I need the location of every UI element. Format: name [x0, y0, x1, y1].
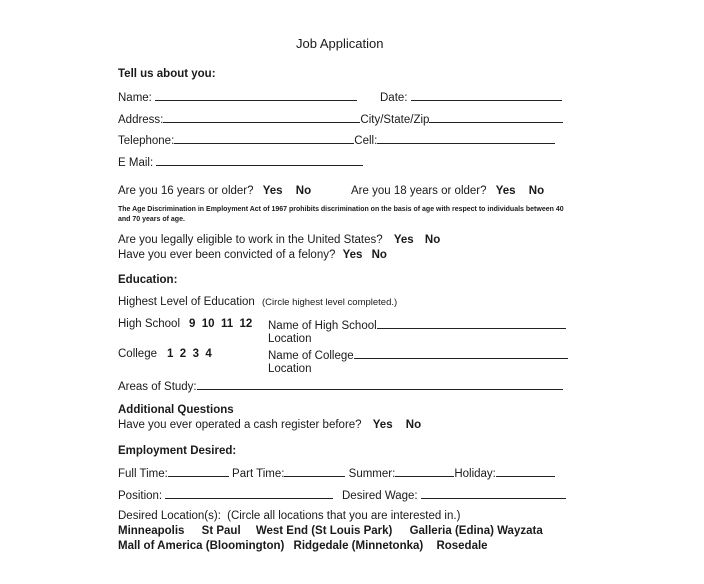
areas-field[interactable] [197, 379, 563, 390]
eligible-question: Are you legally eligible to work in the United States? [118, 234, 383, 246]
college-location-row [268, 363, 311, 375]
name-label: Name: [118, 92, 152, 104]
locations-list-2 [118, 540, 488, 552]
highest-note: (Circle highest level completed.) [262, 297, 398, 308]
areas-label: Areas of Study: [118, 381, 197, 393]
felony-row [118, 249, 387, 261]
full-time-field[interactable] [168, 466, 229, 477]
college-location-label: Location [268, 363, 312, 375]
name-row [118, 90, 357, 104]
position-field[interactable] [165, 488, 333, 499]
wage-row [342, 488, 566, 502]
page-title: Job Application [296, 36, 384, 51]
address-row [118, 112, 563, 126]
eligible-yes[interactable]: Yes [393, 234, 414, 246]
telephone-label: Telephone: [118, 135, 175, 147]
name-field[interactable] [155, 90, 357, 101]
part-time-label: Part Time: [232, 468, 285, 480]
locations-note: (Circle all locations that you are interested in.) [227, 510, 461, 522]
age18-no[interactable]: No [528, 185, 545, 197]
hs-name-row [268, 318, 566, 332]
education-heading: Education: [118, 274, 178, 286]
wage-field[interactable] [421, 488, 566, 499]
email-row [118, 155, 363, 169]
telephone-row [118, 133, 555, 147]
email-field[interactable] [156, 155, 363, 166]
eligible-row [118, 234, 440, 246]
highest-row [118, 296, 397, 308]
city-label: City/State/Zip [360, 114, 430, 126]
hs-location-row [268, 333, 311, 345]
location-rosedale[interactable]: Rosedale [436, 540, 488, 552]
telephone-field[interactable] [174, 133, 354, 144]
eligible-no[interactable]: No [424, 234, 441, 246]
email-label: E Mail: [118, 157, 154, 169]
cash-register-question: Have you ever operated a cash register before? [118, 419, 362, 431]
high-school-grades[interactable]: 9 10 11 12 [189, 318, 253, 330]
location-west-end[interactable]: West End (St Louis Park) [255, 525, 393, 537]
highest-label: Highest Level of Education [118, 296, 255, 308]
address-field[interactable] [163, 112, 360, 123]
cash-register-row [118, 419, 421, 431]
age16-yes[interactable]: Yes [262, 185, 283, 197]
summer-field[interactable] [395, 466, 454, 477]
college-name-row [268, 348, 568, 362]
location-galleria-wayzata[interactable]: Galleria (Edina) Wayzata [409, 525, 543, 537]
wage-label: Desired Wage: [342, 490, 418, 502]
holiday-label: Holiday: [454, 468, 496, 480]
location-st-paul[interactable]: St Paul [201, 525, 241, 537]
address-label: Address: [118, 114, 164, 126]
additional-heading: Additional Questions [118, 404, 234, 416]
holiday-field[interactable] [496, 466, 555, 477]
position-label: Position: [118, 490, 163, 502]
age16-question: Are you 16 years or older? [118, 185, 254, 197]
areas-row [118, 379, 563, 393]
summer-label: Summer: [348, 468, 396, 480]
college-name-field[interactable] [354, 348, 568, 359]
cash-register-yes[interactable]: Yes [372, 419, 393, 431]
full-time-label: Full Time: [118, 468, 168, 480]
date-field[interactable] [411, 90, 562, 101]
about-heading: Tell us about you: [118, 68, 216, 80]
age16-no[interactable]: No [295, 185, 312, 197]
college-name-label: Name of College [268, 350, 354, 362]
location-minneapolis[interactable]: Minneapolis [118, 525, 185, 537]
age18-row [351, 185, 544, 197]
locations-row [118, 510, 460, 522]
part-time-field[interactable] [284, 466, 345, 477]
cell-field[interactable] [377, 133, 555, 144]
age16-row [118, 185, 311, 197]
hs-location-label: Location [268, 333, 312, 345]
position-row [118, 488, 333, 502]
employment-type-row [118, 466, 555, 480]
date-label: Date: [380, 92, 408, 104]
location-ridgedale[interactable]: Ridgedale (Minnetonka) [293, 540, 424, 552]
cell-label: Cell: [354, 135, 378, 147]
felony-no[interactable]: No [371, 249, 387, 261]
locations-list-1 [118, 525, 543, 537]
locations-label: Desired Location(s): [118, 510, 221, 522]
age18-question: Are you 18 years or older? [351, 185, 487, 197]
college-label: College [118, 348, 157, 360]
cash-register-no[interactable]: No [405, 419, 422, 431]
felony-question: Have you ever been convicted of a felony? [118, 249, 336, 261]
hs-name-label: Name of High School [268, 320, 377, 332]
hs-name-field[interactable] [377, 318, 566, 329]
high-school-label: High School [118, 318, 181, 330]
employment-heading: Employment Desired: [118, 445, 237, 457]
age18-yes[interactable]: Yes [495, 185, 516, 197]
felony-yes[interactable]: Yes [342, 249, 363, 261]
college-years[interactable]: 1 2 3 4 [167, 348, 212, 360]
city-field[interactable] [429, 112, 563, 123]
age-discrimination-notice: The Age Discrimination in Employment Act of 1967 prohibits discrimination on the basis of age with respect to individuals between 40 and 70 years of age. [118, 206, 564, 223]
date-row [380, 90, 562, 104]
location-mall-of-america[interactable]: Mall of America (Bloomington) [118, 540, 285, 552]
